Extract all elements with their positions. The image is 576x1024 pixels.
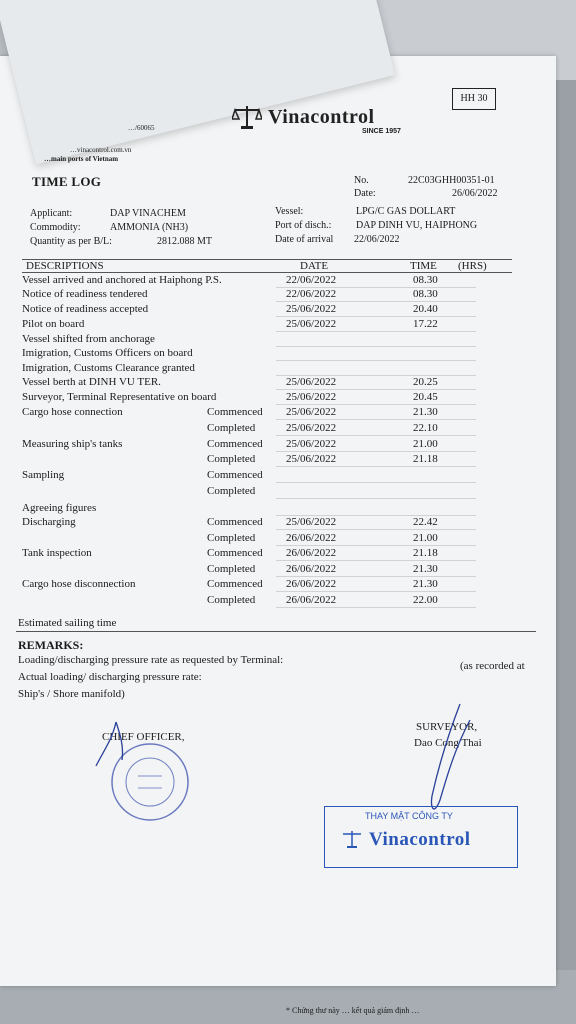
row-time: 22.10 [413, 422, 438, 434]
header-date: DATE [300, 260, 329, 272]
row-description: Surveyor, Terminal Representative on board [22, 391, 217, 403]
row-rule [276, 346, 476, 347]
row-date: 26/06/2022 [286, 594, 337, 606]
row-date: 26/06/2022 [286, 547, 337, 559]
row-rule [276, 466, 476, 467]
remarks-line4: Ship's / Shore manifold) [18, 688, 125, 700]
row-date: 22/06/2022 [286, 274, 337, 286]
chief-officer-label: CHIEF OFFICER, [102, 731, 185, 743]
row-status: Completed [207, 594, 256, 606]
document-code-box: HH 30 [452, 88, 496, 110]
row-description: Cargo hose disconnection [22, 578, 136, 590]
row-date: 25/06/2022 [286, 406, 337, 418]
row-status: Completed [207, 532, 256, 544]
row-description: Agreeing figures [22, 502, 97, 514]
row-description: Imigration, Customs Clearance granted [22, 362, 195, 374]
page-title: TIME LOG [32, 174, 102, 189]
sailing-label: Estimated sailing time [18, 617, 117, 629]
surveyor-label: SURVEYOR, [416, 721, 478, 733]
row-time: 17.22 [413, 318, 438, 330]
row-status: Completed [207, 453, 256, 465]
row-time: 21.30 [413, 578, 438, 590]
row-rule [276, 419, 476, 420]
row-date: 25/06/2022 [286, 391, 337, 403]
sailing-rule [16, 631, 536, 632]
no-label: No. [354, 175, 369, 186]
applicant-label: Applicant: [30, 208, 73, 219]
remarks-line3-right: (as recorded at [460, 660, 525, 672]
row-description: Imigration, Customs Officers on board [22, 347, 193, 359]
row-status: Commenced [207, 578, 263, 590]
vessel-label: Vessel: [275, 206, 304, 217]
vessel-value: LPG/C GAS DOLLART [356, 206, 456, 217]
row-description: Cargo hose connection [22, 406, 123, 418]
row-description: Pilot on board [22, 318, 85, 330]
row-status: Commenced [207, 469, 263, 481]
applicant-value: DAP VINACHEM [110, 208, 186, 219]
row-time: 21.30 [413, 406, 438, 418]
company-stamp-box [324, 806, 518, 868]
row-time: 08.30 [413, 274, 438, 286]
row-rule [276, 607, 476, 608]
row-rule [276, 576, 476, 577]
row-rule [276, 360, 476, 361]
row-rule [276, 331, 476, 332]
date-label: Date: [354, 188, 376, 199]
row-rule [276, 591, 476, 592]
row-date: 25/06/2022 [286, 318, 337, 330]
stamp-scales-icon [341, 829, 363, 849]
stamp-brand: Vinacontrol [369, 829, 471, 850]
row-status: Commenced [207, 547, 263, 559]
header-time: TIME [410, 260, 437, 272]
row-time: 08.30 [413, 288, 438, 300]
row-time: 22.00 [413, 594, 438, 606]
row-rule [276, 560, 476, 561]
row-date: 26/06/2022 [286, 563, 337, 575]
row-rule [276, 529, 476, 530]
row-status: Commenced [207, 406, 263, 418]
row-time: 20.40 [413, 303, 438, 315]
row-description: Measuring ship's tanks [22, 438, 123, 450]
row-status: Completed [207, 563, 256, 575]
row-description: Vessel berth at DINH VU TER. [22, 376, 161, 388]
brand-name: Vinacontrol [268, 105, 375, 128]
row-time: 21.00 [413, 532, 438, 544]
row-rule [276, 301, 476, 302]
footer-note: * Chứng thư này … kết quả giám định … [286, 1006, 420, 1015]
row-status: Completed [207, 422, 256, 434]
row-rule [276, 389, 476, 390]
row-date: 25/06/2022 [286, 516, 337, 528]
chief-officer-signature-icon [86, 720, 146, 770]
row-status: Commenced [207, 438, 263, 450]
stamp-caption: THAY MẶT CÔNG TY [365, 811, 453, 821]
letterhead-line3: …main ports of Vietnam [44, 155, 119, 163]
row-description: Vessel arrived and anchored at Haiphong P.S. [22, 274, 222, 286]
row-time: 21.18 [413, 547, 438, 559]
row-date: 25/06/2022 [286, 453, 337, 465]
no-value: 22C03GHH00351-01 [408, 175, 495, 186]
row-status: Completed [207, 485, 256, 497]
row-time: 20.45 [413, 391, 438, 403]
remarks-title: REMARKS: [18, 638, 84, 652]
row-date: 25/06/2022 [286, 422, 337, 434]
row-rule [276, 316, 476, 317]
row-date: 25/06/2022 [286, 438, 337, 450]
table-header-rule [22, 272, 512, 273]
remarks-line1: Loading/discharging pressure rate as requested by Terminal: [18, 654, 284, 666]
header-hrs: (HRS) [458, 260, 487, 272]
row-rule [276, 482, 476, 483]
row-time: 22.42 [413, 516, 438, 528]
date-value: 26/06/2022 [452, 188, 498, 199]
row-description: Tank inspection [22, 547, 92, 559]
remarks-line2: Actual loading/ discharging pressure rate: [18, 671, 202, 683]
letterhead-line2: …vinacontrol.com.vn [70, 146, 132, 154]
letterhead-line1: …/60065 [128, 124, 155, 132]
row-rule [276, 435, 476, 436]
scales-logo-icon [232, 104, 262, 130]
header-descriptions: DESCRIPTIONS [26, 260, 104, 272]
quantity-label: Quantity as per B/L: [30, 236, 112, 247]
quantity-value: 2812.088 MT [157, 236, 212, 247]
row-date: 25/06/2022 [286, 376, 337, 388]
commodity-label: Commodity: [30, 222, 81, 233]
commodity-value: AMMONIA (NH3) [110, 222, 189, 233]
port-value: DAP DINH VU, HAIPHONG [356, 220, 478, 231]
row-description: Discharging [22, 516, 76, 528]
row-date: 26/06/2022 [286, 578, 337, 590]
row-time: 21.30 [413, 563, 438, 575]
arrival-value: 22/06/2022 [354, 234, 400, 245]
brand-header [232, 104, 375, 130]
row-time: 21.18 [413, 453, 438, 465]
row-rule [276, 498, 476, 499]
row-status: Commenced [207, 516, 263, 528]
row-rule [276, 451, 476, 452]
row-description: Notice of readiness accepted [22, 303, 149, 315]
surveyor-name: Dao Cong Thai [414, 737, 482, 749]
row-date: 25/06/2022 [286, 303, 337, 315]
row-rule [276, 545, 476, 546]
port-label: Port of disch.: [275, 220, 332, 231]
row-description: Sampling [22, 469, 65, 481]
row-date: 22/06/2022 [286, 288, 337, 300]
brand-since: SINCE 1957 [362, 128, 401, 135]
row-time: 21.00 [413, 438, 438, 450]
row-date: 26/06/2022 [286, 532, 337, 544]
row-rule [276, 404, 476, 405]
arrival-label: Date of arrival [275, 234, 334, 245]
row-time: 20.25 [413, 376, 438, 388]
row-description: Vessel shifted from anchorage [22, 333, 155, 345]
row-description: Notice of readiness tendered [22, 288, 148, 300]
